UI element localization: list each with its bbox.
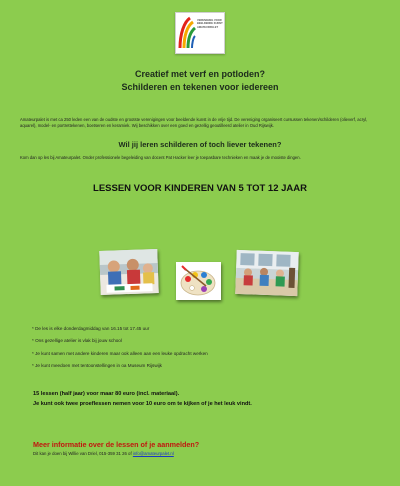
paint-palette-icon [176,262,221,300]
association-logo [175,12,225,54]
price-line-1: 15 lessen (half jaar) voor maar 80 euro (incl. materiaal). [33,391,180,397]
palette-logo-icon [178,16,196,50]
art-class-image [235,250,298,296]
lessons-title: LESSEN VOOR KINDEREN VAN 5 TOT 12 JAAR [93,183,307,194]
question-heading: Wil jij leren schilderen of toch liever tekenen? [118,140,282,149]
invite-paragraph: Kom dan op les bij Amateurpalet. Onder professionele begeleiding van docent Pat Hacker leer je toepasbare technieken en maak je de mooiste dingen. [20,155,301,160]
children-painting-photo [99,249,159,295]
list-item: * De les is elke donderdagmiddag van 16.15 tot 17.45 uur [32,326,150,331]
intro-paragraph: Amateurpalet is met ca 250 leden een van de oudste en grootste verenigingen voor beeldende kunst in de vrije tijd. De vereniging organiseert cursussen tekenen/schilderen (olieverf, acryl, aquarel), model- en portrettekenen, boetseren en keramiek. Wij beschikken over een goed en gezellig geoutilleerd atelier in Oud Rijswijk. [20,117,368,128]
logo-text: VERENIGING VOOR BEELDENDE KUNST AMATEURPALET [197,19,223,29]
contact-line [33,451,174,456]
contact-text: Dit kan je doen bij Willie van Driel, 015-359 31 26 of [33,451,132,456]
headline-line-1: Creatief met verf en potloden? [134,69,266,79]
lesson-details-list [32,326,372,375]
art-class-photo [235,250,298,296]
price-line-2: Je kunt ook twee proeflessen nemen voor 10 euro om te kijken of je het leuk vindt. [33,401,252,407]
email-link[interactable]: info@amateurpalet.nl [132,451,174,456]
more-info-heading: Meer informatie over de lessen of je aanmelden? [33,440,200,449]
list-item: * Je kunt meedoen met tentoonstellingen in oa Museum Rijswijk [32,362,162,368]
palette-photo [176,262,221,300]
headline-line-2: Schilderen en tekenen voor iedereen [121,82,279,92]
list-item: * Ons gezellige atelier is vlak bij jouw school [32,338,122,344]
list-item: * Je kunt samen met andere kinderen maar ook alleen aan een leuke opdracht werken [32,350,208,356]
children-painting-image [99,249,159,295]
